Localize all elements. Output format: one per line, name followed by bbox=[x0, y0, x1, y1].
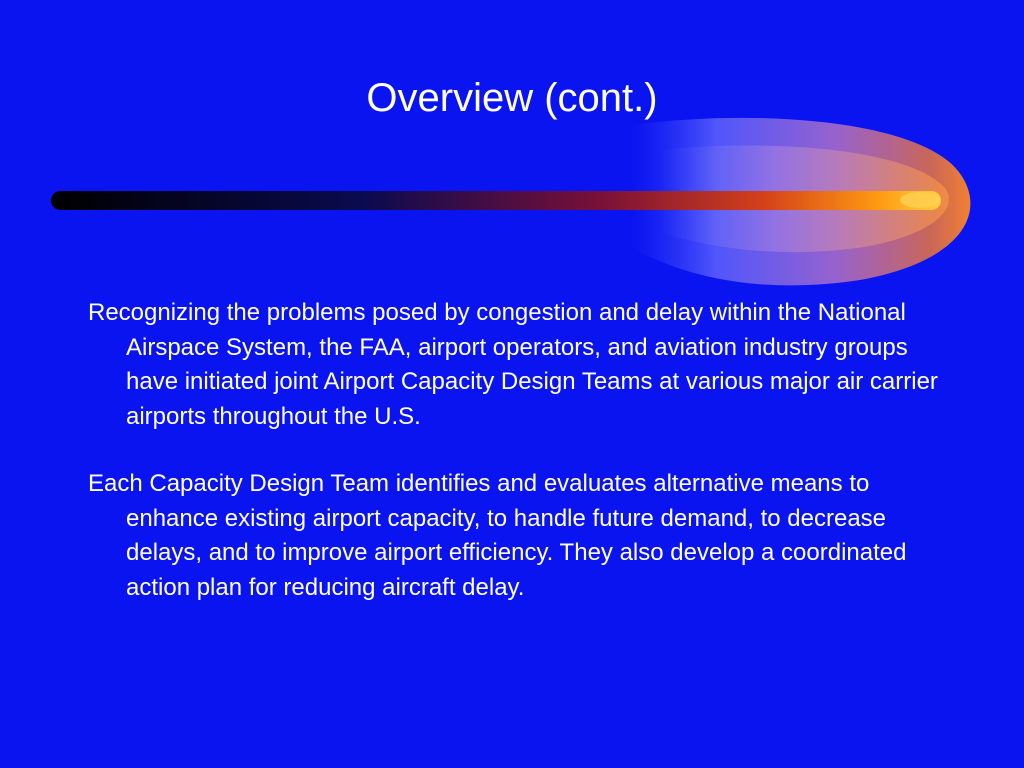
slide-body bbox=[88, 296, 958, 638]
slide-title: Overview (cont.) bbox=[366, 76, 658, 120]
paragraph-capacity-design-teams: Recognizing the problems posed by congestion and delay within the National Airspace System, the FAA, airport operators, and aviation industry groups have initiated joint Airport Capacity Design Teams at various major air carrier airports throughout the U.S. bbox=[88, 299, 938, 430]
decorative-comet-graphic bbox=[0, 0, 1024, 320]
paragraph-team-activities: Each Capacity Design Team identifies and evaluates alternative means to enhance existing airport capacity, to handle future demand, to decrease delays, and to improve airport efficiency. They also develop a coordinated action plan for reducing aircraft delay. bbox=[88, 470, 907, 601]
comet-bar bbox=[51, 191, 941, 210]
comet-tip-highlight bbox=[900, 192, 940, 208]
